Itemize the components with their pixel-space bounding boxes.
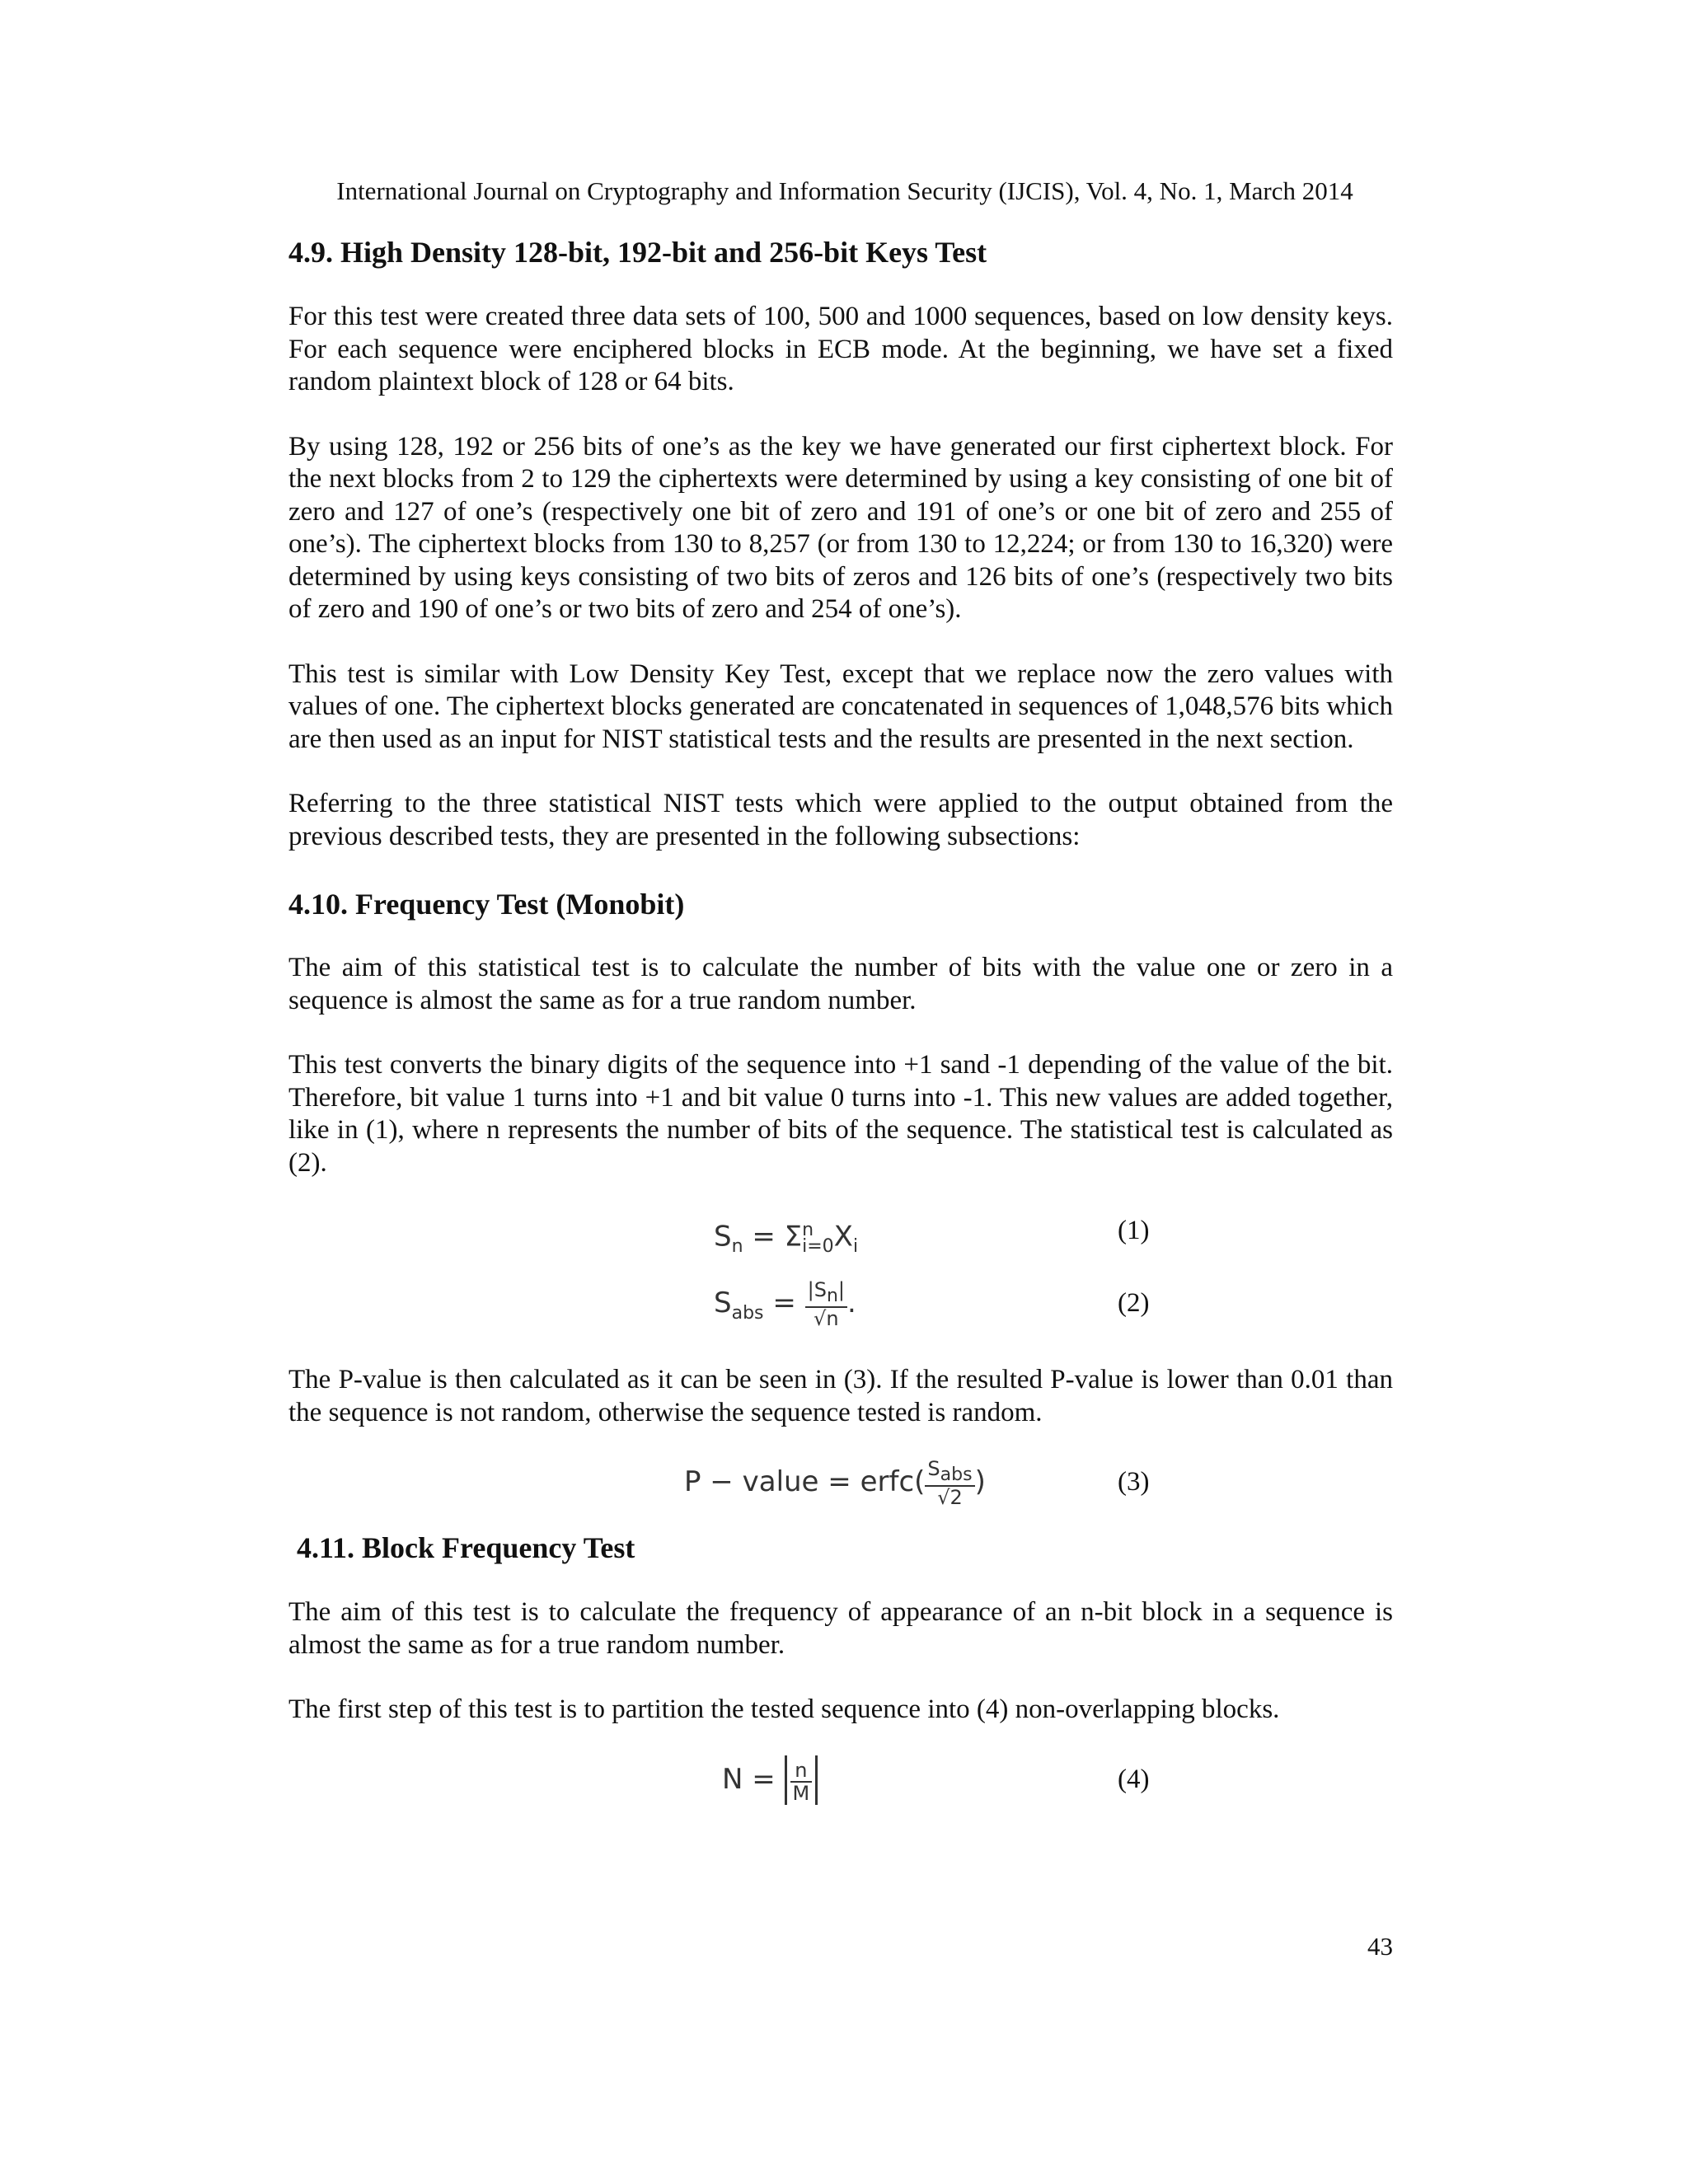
paragraph-4-9-1: For this test were created three data sets of 100, 500 and 1000 sequences, based on low density keys. For each sequence were enciphered blocks in ECB mode. At the beginning, we have set a fixed random plaintext block of 128 or 64 bits. — [288, 302, 1393, 396]
running-head: International Journal on Cryptography and Information Security (IJCIS), Vol. 4, No. 1, March 2014 — [336, 176, 1353, 205]
heading-4-9: 4.9. High Density 128-bit, 192-bit and 256-bit Keys Test — [288, 236, 987, 269]
equation-1-expression: $S_n = \Sigma^n_{i=0}X_i$ — [714, 1220, 859, 1258]
equation-1 — [288, 1206, 1393, 1263]
equation-4-number: (4) — [1118, 1764, 1150, 1794]
equation-4-expression: N = $\frac{n}{M}$ — [722, 1755, 818, 1806]
paragraph-4-11-1: The aim of this test is to calculate the frequency of appearance of an n-bit block in a sequence is almost the same as for a true random number. — [288, 1597, 1393, 1660]
equation-3 — [288, 1457, 1393, 1515]
heading-4-11: 4.11. Block Frequency Test — [297, 1531, 635, 1564]
paragraph-4-9-4: Referring to the three statistical NIST tests which were applied to the output obtained from the previous described tests, they are presented in the following subsections: — [288, 789, 1393, 851]
paragraph-4-10-1: The aim of this statistical test is to calculate the number of bits with the value one or zero in a sequence is almost the same as for a true random number. — [288, 953, 1393, 1015]
paragraph-4-9-2: By using 128, 192 or 256 bits of one’s as the key we have generated our first ciphertext block. For the next blocks from 2 to 129 the ciphertexts were determined by using a key consisting of one bit of zero and 127 of one’s (respectively one bit of zero and 191 of one’s or one bit of zero and 255 of one’s). The ciphertext blocks from 130 to 8,257 (or from 130 to 12,224; or from 130 to 16,320) were determined by using keys consisting of two bits of zeros and 126 bits of one’s (respectively two bits of zero and 190 of one’s or two bits of zero and 254 of one’s). — [288, 431, 1393, 624]
equation-4 — [288, 1755, 1393, 1812]
page-number: 43 — [1367, 1932, 1393, 1961]
equation-2-expression: $S_{abs}$ = $\frac{|S_n|}{√n}$ . — [714, 1277, 856, 1331]
page-content — [288, 234, 1393, 1812]
equation-2-number: (2) — [1118, 1288, 1150, 1318]
equation-3-expression: P − value = erfc( $\frac{S_{abs}}{√2}$ ) — [684, 1456, 986, 1510]
paragraph-4-11-2: The first step of this test is to partition the tested sequence into (4) non-overlapping blocks. — [288, 1694, 1280, 1724]
equation-3-number: (3) — [1118, 1467, 1150, 1497]
paragraph-4-10-3: The P-value is then calculated as it can be seen in (3). If the resulted P-value is lower than 0.01 than the sequence is not random, otherwise the sequence tested is random. — [288, 1365, 1393, 1427]
equation-1-number: (1) — [1118, 1216, 1150, 1245]
equation-2 — [288, 1278, 1393, 1336]
paragraph-4-10-2: This test converts the binary digits of the sequence into +1 sand -1 depending of the value of the bit. Therefore, bit value 1 turns into +1 and bit value 0 turns into -1. This new values are added together, like in (1), where n represents the number of bits of the sequence. The statistical test is calculated as (2). — [288, 1050, 1393, 1178]
paragraph-4-9-3: This test is similar with Low Density Key Test, except that we replace now the zero values with values of one. The ciphertext blocks generated are concatenated in sequences of 1,048,576 bits which are then used as an input for NIST statistical tests and the results are presented in the next section. — [288, 658, 1393, 754]
heading-4-10: 4.10. Frequency Test (Monobit) — [288, 888, 685, 921]
